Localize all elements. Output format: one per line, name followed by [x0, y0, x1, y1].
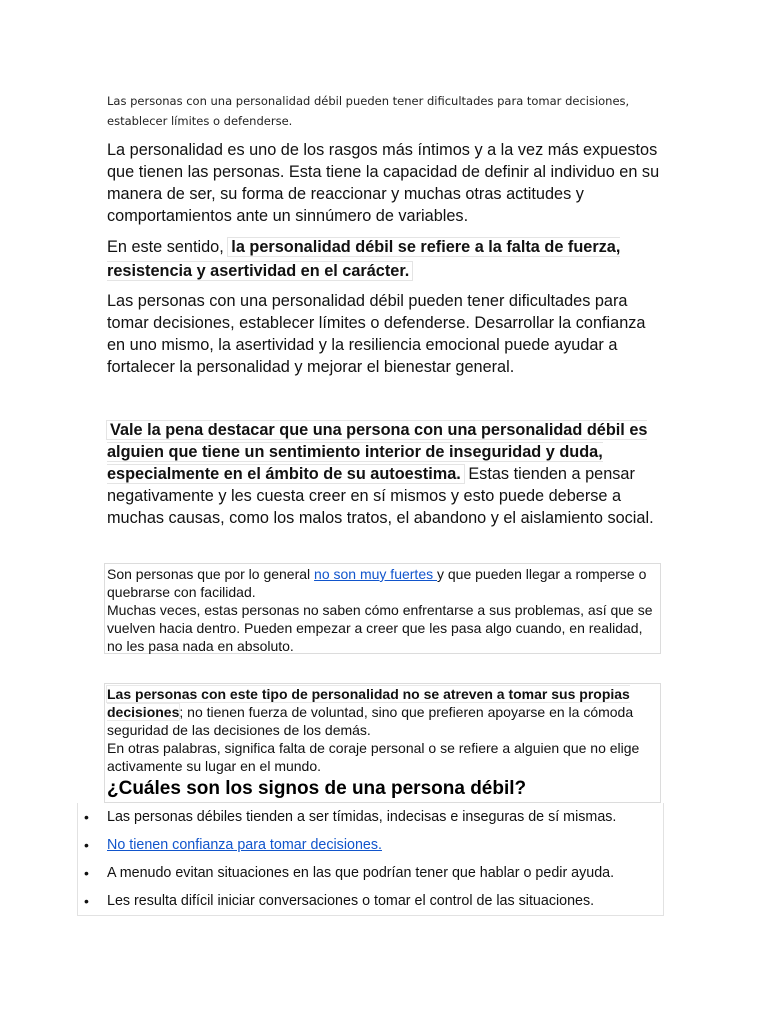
list-item — [78, 831, 663, 859]
info-box-decisions — [104, 683, 661, 803]
fragility-text-end: y que pueden llegar a romperse o quebrarse con facilidad. — [107, 566, 647, 600]
highlighted-insecurity: Vale la pena destacar que una persona con una personalidad débil es alguien que tiene un sentimiento interior de inseguridad y duda, especialmente en el ámbito de su autoestima. — [107, 421, 648, 483]
list-item — [78, 887, 663, 915]
highlighted-definition: la personalidad débil se refiere a la falta de fuerza, resistencia y asertividad en el carácter. — [107, 238, 621, 280]
inward-text: Muchas veces, estas personas no saben cómo enfrentarse a sus problemas, así que se vuelven hacia dentro. Pueden empezar a creer que les pasa algo cuando, en realidad, no les pasa nada en absoluto. — [107, 602, 653, 654]
bullet-icon: • — [84, 809, 89, 825]
paragraph-definition: La personalidad es uno de los rasgos más íntimos y a la vez más expuestos que tienen las personas. Esta tiene la capacidad de definir al individuo en su manera de ser, su forma de reaccionar y muchas otras actitudes y comportamientos ante un sinnúmero de variables. — [107, 141, 660, 225]
bullet-icon: • — [84, 893, 89, 909]
bullet-icon: • — [84, 837, 89, 853]
list-item — [78, 803, 663, 831]
fragility-text-start: Son personas que por lo general — [107, 566, 315, 582]
list-item — [78, 859, 663, 887]
bullet-icon: • — [84, 865, 89, 881]
signs-heading: ¿Cuáles son los signos de una persona débil? — [107, 778, 527, 799]
courage-text: En otras palabras, significa falta de coraje personal o se refiere a alguien que no elige activamente su lugar en el mundo. — [107, 740, 640, 774]
paragraph-weak-personality — [107, 235, 662, 283]
intro-summary: Las personas con una personalidad débil pueden tener dificultades para tomar decisiones, establecer límites o defenderse. — [107, 94, 630, 128]
fragility-text — [107, 565, 658, 601]
paragraph-difficulties: Las personas con una personalidad débil pueden tener dificultades para tomar decisiones, establecer límites o defenderse. Desarrollar la confianza en uno mismo, la asertividad y la resiliencia emocional puede ayudar a fortalecer la personalidad y mejorar el bienestar general. — [107, 292, 646, 376]
not-very-strong-link[interactable]: no son muy fuertes — [314, 566, 437, 582]
info-box-fragility — [104, 563, 661, 654]
paragraph-insecurity — [107, 419, 662, 529]
decisions-rest: ; no tienen fuerza de voluntad, sino que prefieren apoyarse en la cómoda seguridad de las decisiones de los demás. — [107, 704, 634, 738]
sign-text: Les resulta difícil iniciar conversaciones o tomar el control de las situaciones. — [107, 893, 595, 909]
decisions-text — [107, 685, 658, 739]
sign-text: Las personas débiles tienden a ser tímidas, indecisas e inseguras de sí mismas. — [107, 809, 617, 825]
decisions-bold: Las personas con este tipo de personalidad no se atreven a tomar sus propias decisiones — [107, 686, 630, 720]
signs-list — [77, 803, 664, 916]
paragraph-insecurity-rest: Estas tienden a pensar negativamente y les cuesta creer en sí mismos y esto puede deberse a muchas causas, como los malos tratos, el abandono y el aislamiento social. — [107, 465, 654, 527]
paragraph-prefix: En este sentido, — [107, 238, 229, 256]
sign-text: A menudo evitan situaciones en las que podrían tener que hablar o pedir ayuda. — [107, 865, 615, 881]
no-confidence-link[interactable]: No tienen confianza para tomar decisiones. — [107, 837, 382, 853]
